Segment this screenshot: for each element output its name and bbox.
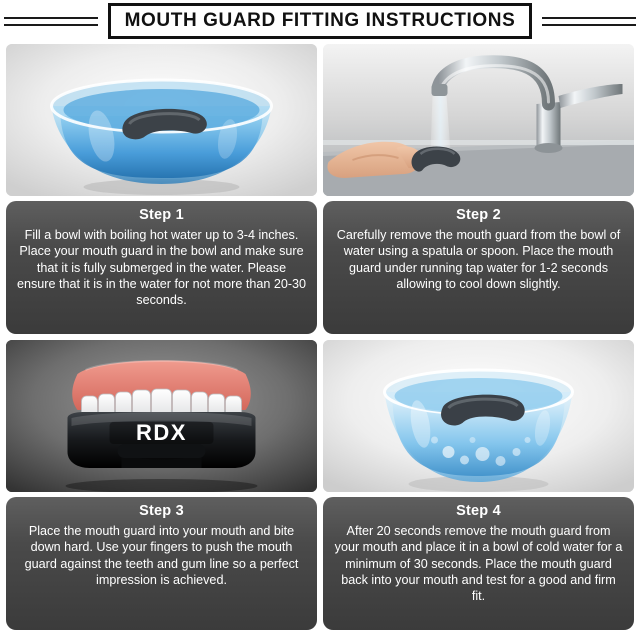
bowl-of-hot-water-with-mouth-guard-icon — [6, 44, 317, 196]
step-card-1 — [6, 44, 317, 334]
step-card-4 — [323, 340, 634, 630]
step-3-label: Step 3 — [139, 503, 184, 519]
step-2-illustration — [323, 44, 634, 196]
step-4-illustration — [323, 340, 634, 492]
header-title-box — [98, 3, 543, 39]
step-1-illustration — [6, 44, 317, 196]
step-4-label: Step 4 — [456, 503, 501, 519]
step-3-text: Place the mouth guard into your mouth and bite down hard. Use your fingers to push the mouth guard against the teeth and gum line so a perfect impression is achieved. — [24, 524, 299, 588]
steps-grid — [0, 40, 640, 636]
step-2-caption — [323, 201, 634, 334]
step-4-text: After 20 seconds remove the mouth guard from your mouth and place it in a bowl of cold water for a minimum of 30 seconds. Place the mouth guard back into your mouth and test for a good and firm fit. — [334, 524, 623, 604]
instruction-poster — [0, 2, 640, 640]
poster-header — [0, 2, 640, 40]
page-title: MOUTH GUARD FITTING INSTRUCTIONS — [108, 3, 533, 39]
step-3-illustration — [6, 340, 317, 492]
bowl-of-cold-water-with-mouth-guard-icon — [323, 340, 634, 492]
step-3-caption — [6, 497, 317, 630]
step-4-caption — [323, 497, 634, 630]
brand-logo-text: RDX — [136, 420, 187, 445]
step-1-caption — [6, 201, 317, 334]
step-2-text: Carefully remove the mouth guard from the bowl of water using a spatula or spoon. Place the mouth guard under running tap water for 1-2 seconds allowing to cool down slightly. — [336, 228, 621, 292]
step-card-3 — [6, 340, 317, 630]
step-1-text: Fill a bowl with boiling hot water up to 3-4 inches. Place your mouth guard in the bowl and make sure that it is fully submerged in the water. Please ensure that it is in the water for not more than 20-30 seconds. — [16, 228, 307, 308]
step-1-label: Step 1 — [139, 207, 184, 223]
mouth-guard-on-teeth-model-icon — [6, 340, 317, 492]
step-card-2 — [323, 44, 634, 334]
mouth-guard-under-running-tap-icon — [323, 44, 634, 196]
step-2-label: Step 2 — [456, 207, 501, 223]
